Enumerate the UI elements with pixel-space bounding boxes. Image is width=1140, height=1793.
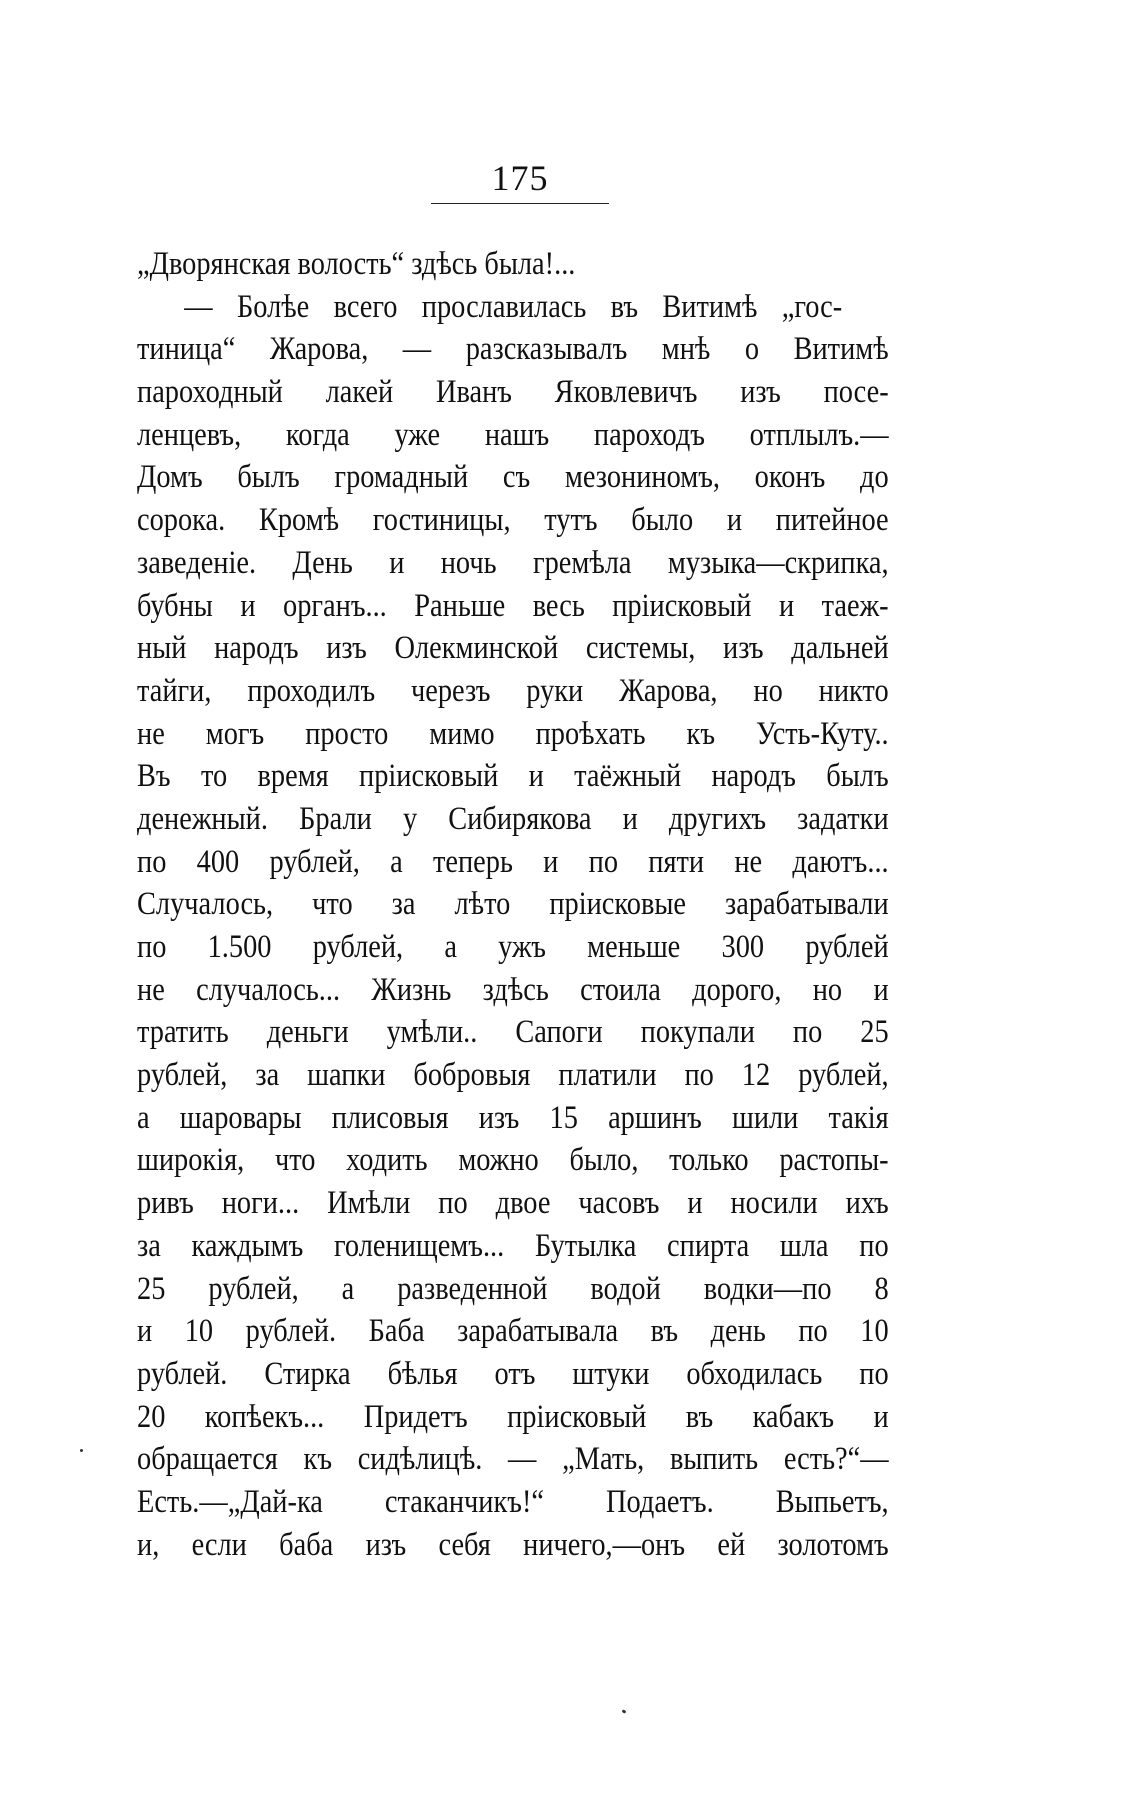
text-line: ленцевъ, когда уже нашъ пароходъ отплылъ.— bbox=[137, 416, 889, 453]
text-line: сорока. Кромѣ гостиницы, тутъ было и питейное bbox=[137, 502, 889, 539]
text-line: рублей. Стирка бѣлья отъ штуки обходилась по bbox=[137, 1355, 889, 1392]
text-line: бубны и органъ... Раньше весь пріисковый и таеж- bbox=[137, 587, 889, 624]
page-number: 175 bbox=[491, 158, 549, 198]
bottom-speck bbox=[622, 1709, 627, 1714]
text-line: Есть.—„Дай-ка стаканчикъ!“ Подаетъ. Выпьетъ, bbox=[137, 1483, 889, 1520]
text-line: и, если баба изъ себя ничего,—онъ ей золотомъ bbox=[137, 1526, 889, 1563]
margin-speck bbox=[80, 1449, 83, 1452]
text-line: „Дворянская волость“ здѣсь была!... bbox=[137, 246, 576, 282]
text-line: рублей, за шапки бобровыя платили по 12 рублей, bbox=[137, 1057, 889, 1094]
text-line: ный народъ изъ Олекминской системы, изъ дальней bbox=[137, 630, 889, 667]
text-line: 25 рублей, а разведенной водой водки—по 8 bbox=[137, 1270, 889, 1307]
text-line: обращается къ сидѣлицѣ. — „Мать, выпить есть?“— bbox=[137, 1441, 889, 1478]
text-line: тайги, проходилъ черезъ руки Жарова, но никто bbox=[137, 672, 889, 709]
text-line: Домъ былъ громадный съ мезониномъ, оконъ до bbox=[137, 459, 889, 496]
text-line: за каждымъ голенищемъ... Бутылка спирта шла по bbox=[137, 1227, 889, 1264]
text-line: широкія, что ходить можно было, только растопы- bbox=[137, 1142, 889, 1179]
text-line: — Болѣе всего прославилась въ Витимѣ „гос- bbox=[184, 288, 843, 325]
header-rule bbox=[431, 203, 609, 204]
text-line: а шаровары плисовыя изъ 15 аршинъ шили такія bbox=[137, 1099, 889, 1136]
text-line: Случалось, что за лѣто пріисковые зарабатывали bbox=[137, 886, 889, 923]
body-text bbox=[137, 243, 889, 1566]
text-line: и 10 рублей. Баба зарабатывала въ день по 10 bbox=[137, 1313, 889, 1350]
text-line: не случалось... Жизнь здѣсь стоила дорого, но и bbox=[137, 971, 889, 1008]
text-line: не могъ просто мимо проѣхать къ Усть-Куту.. bbox=[137, 715, 889, 752]
text-line: по 400 рублей, а теперь и по пяти не даютъ... bbox=[137, 843, 889, 880]
text-line: тратить деньги умѣли.. Сапоги покупали по 25 bbox=[137, 1014, 889, 1051]
text-line: тиница“ Жарова, — разсказывалъ мнѣ о Витимѣ bbox=[137, 331, 889, 368]
text-line: ривъ ноги... Имѣли по двое часовъ и носили ихъ bbox=[137, 1185, 889, 1222]
text-line: заведеніе. День и ночь гремѣла музыка—скрипка, bbox=[137, 544, 889, 581]
text-line: денежный. Брали у Сибирякова и другихъ задатки bbox=[137, 800, 889, 837]
text-line: Въ то время пріисковый и таёжный народъ былъ bbox=[137, 758, 889, 795]
text-line: по 1.500 рублей, а ужъ меньше 300 рублей bbox=[137, 929, 889, 965]
text-line: пароходный лакей Иванъ Яковлевичъ изъ посе- bbox=[137, 374, 889, 411]
text-line: 20 копѣекъ... Придетъ пріисковый въ кабакъ и bbox=[137, 1398, 889, 1435]
